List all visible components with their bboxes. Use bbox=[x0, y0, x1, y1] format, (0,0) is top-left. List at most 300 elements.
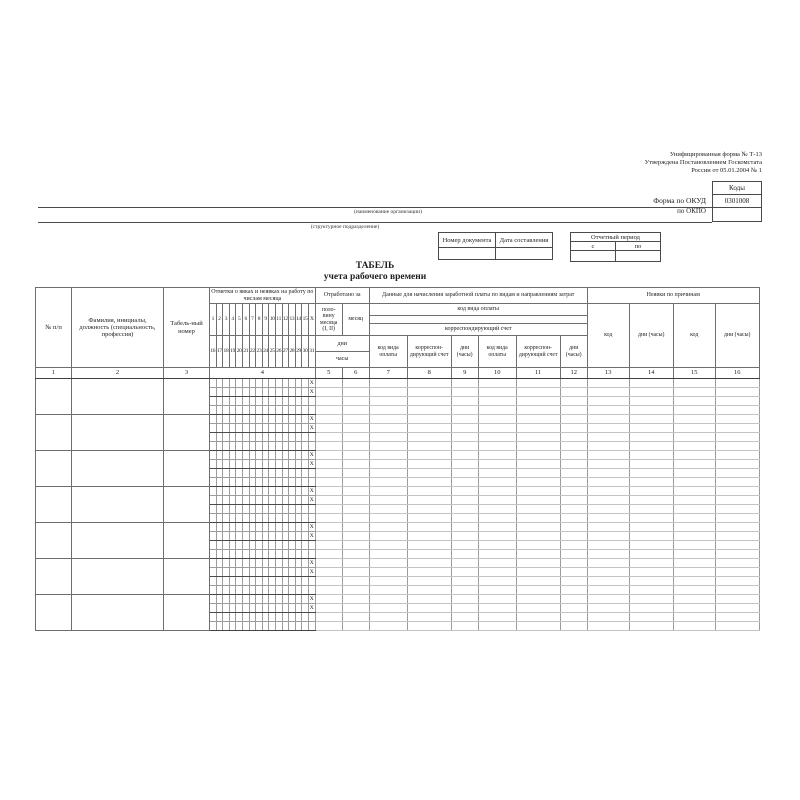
day-cell bbox=[302, 424, 309, 433]
day-number-cell: 17 bbox=[216, 336, 223, 368]
entry-cell bbox=[407, 550, 451, 559]
day-cell bbox=[236, 550, 243, 559]
day-cell bbox=[236, 532, 243, 541]
absence-code-header: код bbox=[673, 304, 715, 368]
day-cell bbox=[282, 559, 289, 568]
column-number-cell: 10 bbox=[478, 368, 516, 379]
entry-cell bbox=[587, 532, 629, 541]
day-cell bbox=[256, 604, 263, 613]
day-cell bbox=[302, 541, 309, 550]
entry-cell bbox=[715, 496, 759, 505]
day-cell bbox=[229, 613, 236, 622]
day-cell bbox=[295, 604, 302, 613]
day-number-cell: 7 bbox=[249, 304, 256, 336]
day-cell bbox=[295, 505, 302, 514]
entry-cell bbox=[516, 433, 560, 442]
entry-cell bbox=[516, 397, 560, 406]
entry-cell bbox=[516, 460, 560, 469]
day-cell bbox=[229, 379, 236, 388]
entry-cell bbox=[673, 523, 715, 532]
day-cell bbox=[236, 460, 243, 469]
day-number-cell: 6 bbox=[242, 304, 249, 336]
entry-cell bbox=[451, 478, 478, 487]
day-cell bbox=[282, 604, 289, 613]
entry-cell bbox=[587, 622, 629, 631]
pay-code-entry-strip bbox=[369, 316, 587, 324]
day-cell bbox=[242, 487, 249, 496]
day-cell bbox=[275, 604, 282, 613]
entry-cell bbox=[451, 523, 478, 532]
column-number-cell: 14 bbox=[629, 368, 673, 379]
form-title bbox=[38, 261, 712, 283]
day-cell bbox=[275, 595, 282, 604]
day-cell bbox=[229, 532, 236, 541]
day-cell bbox=[295, 568, 302, 577]
day-cell bbox=[256, 442, 263, 451]
employee-row bbox=[36, 451, 760, 460]
entry-cell bbox=[478, 505, 516, 514]
day-cell bbox=[275, 559, 282, 568]
day-cell bbox=[223, 577, 230, 586]
entry-cell bbox=[673, 577, 715, 586]
day-cell bbox=[302, 577, 309, 586]
day-cell bbox=[236, 388, 243, 397]
entry-cell bbox=[629, 442, 673, 451]
column-number-cell: 16 bbox=[715, 368, 759, 379]
absence-group-header: Неявки по причинам bbox=[587, 288, 759, 304]
entry-cell bbox=[315, 514, 342, 523]
day-cell bbox=[295, 451, 302, 460]
day-cell bbox=[216, 532, 223, 541]
entry-cell bbox=[516, 523, 560, 532]
day-cell bbox=[262, 604, 269, 613]
entry-cell bbox=[715, 595, 759, 604]
day-cell bbox=[249, 478, 256, 487]
day-cell bbox=[229, 424, 236, 433]
entry-cell bbox=[342, 523, 369, 532]
entry-cell bbox=[451, 568, 478, 577]
entry-cell bbox=[407, 577, 451, 586]
pay-group-header: Данные для начисления заработной платы по видам и направлениям затрат bbox=[369, 288, 587, 304]
day-cell bbox=[210, 613, 217, 622]
absence-days-header: дни (часы) bbox=[715, 304, 759, 368]
day-cell bbox=[308, 406, 315, 415]
day-cell bbox=[302, 550, 309, 559]
day-cell bbox=[282, 397, 289, 406]
day-cell bbox=[216, 433, 223, 442]
day-cell bbox=[229, 433, 236, 442]
entry-cell bbox=[587, 469, 629, 478]
reporting-period-table bbox=[570, 232, 661, 262]
entry-cell bbox=[629, 604, 673, 613]
x-mark-cell: X bbox=[309, 425, 314, 431]
entry-cell bbox=[560, 379, 587, 388]
entry-cell bbox=[587, 523, 629, 532]
entry-cell bbox=[407, 433, 451, 442]
day-number-cell: 20 bbox=[236, 336, 243, 368]
day-cell bbox=[308, 469, 315, 478]
organization-name-caption: (наименование организации) bbox=[354, 209, 422, 215]
employee-name-cell bbox=[72, 487, 164, 523]
day-cell bbox=[282, 550, 289, 559]
day-cell bbox=[256, 559, 263, 568]
entry-cell bbox=[560, 559, 587, 568]
day-cell bbox=[216, 424, 223, 433]
day-cell bbox=[256, 541, 263, 550]
day-cell bbox=[269, 586, 276, 595]
day-cell bbox=[295, 559, 302, 568]
x-mark-cell: X bbox=[309, 416, 314, 422]
entry-cell bbox=[315, 487, 342, 496]
day-cell bbox=[275, 451, 282, 460]
entry-cell bbox=[369, 397, 407, 406]
day-cell bbox=[229, 451, 236, 460]
entry-cell bbox=[451, 406, 478, 415]
period-from-value bbox=[571, 251, 616, 262]
entry-cell bbox=[451, 613, 478, 622]
day-cell bbox=[262, 505, 269, 514]
day-cell bbox=[282, 595, 289, 604]
entry-cell bbox=[342, 577, 369, 586]
entry-cell bbox=[478, 397, 516, 406]
absence-days-header: дни (часы) bbox=[629, 304, 673, 368]
entry-cell bbox=[629, 496, 673, 505]
period-to-value bbox=[616, 251, 661, 262]
day-cell bbox=[289, 550, 296, 559]
entry-cell bbox=[315, 478, 342, 487]
day-cell bbox=[242, 388, 249, 397]
day-cell bbox=[210, 505, 217, 514]
day-cell bbox=[282, 469, 289, 478]
entry-cell bbox=[451, 532, 478, 541]
entry-cell bbox=[629, 433, 673, 442]
entry-cell bbox=[342, 532, 369, 541]
day-cell bbox=[289, 388, 296, 397]
day-cell bbox=[308, 442, 315, 451]
entry-cell bbox=[369, 604, 407, 613]
day-cell bbox=[295, 586, 302, 595]
entry-cell bbox=[315, 532, 342, 541]
day-cell bbox=[256, 532, 263, 541]
day-cell bbox=[282, 442, 289, 451]
day-cell bbox=[308, 577, 315, 586]
entry-cell bbox=[715, 586, 759, 595]
entry-cell bbox=[715, 613, 759, 622]
row-number-header: № п/п bbox=[36, 288, 72, 368]
day-cell bbox=[289, 595, 296, 604]
day-cell bbox=[249, 514, 256, 523]
entry-cell bbox=[369, 514, 407, 523]
day-cell bbox=[275, 568, 282, 577]
employee-name-cell bbox=[72, 451, 164, 487]
day-cell bbox=[295, 613, 302, 622]
day-cell bbox=[275, 496, 282, 505]
day-cell bbox=[275, 388, 282, 397]
day-cell bbox=[249, 550, 256, 559]
half-month-header: поло-вину месяца (I, II) bbox=[315, 304, 342, 336]
entry-cell bbox=[560, 532, 587, 541]
day-number-cell: 14 bbox=[295, 304, 302, 336]
day-cell bbox=[210, 424, 217, 433]
day-cell bbox=[242, 505, 249, 514]
entry-cell bbox=[629, 487, 673, 496]
entry-cell bbox=[407, 541, 451, 550]
entry-cell bbox=[315, 595, 342, 604]
day-cell bbox=[282, 496, 289, 505]
day-cell bbox=[275, 541, 282, 550]
day-cell bbox=[275, 442, 282, 451]
entry-cell bbox=[587, 586, 629, 595]
day-cell bbox=[262, 595, 269, 604]
entry-cell bbox=[369, 379, 407, 388]
okpo-label: по ОКПО bbox=[677, 207, 706, 215]
entry-cell bbox=[478, 388, 516, 397]
document-info-table bbox=[438, 232, 553, 260]
entry-cell bbox=[673, 568, 715, 577]
entry-cell bbox=[629, 595, 673, 604]
day-cell bbox=[249, 577, 256, 586]
entry-cell bbox=[629, 478, 673, 487]
day-cell bbox=[275, 586, 282, 595]
entry-cell bbox=[560, 550, 587, 559]
day-cell bbox=[223, 523, 230, 532]
day-cell bbox=[236, 451, 243, 460]
period-to-label: по bbox=[616, 242, 661, 251]
day-cell bbox=[223, 568, 230, 577]
day-cell bbox=[242, 433, 249, 442]
day-cell bbox=[282, 406, 289, 415]
entry-cell bbox=[478, 478, 516, 487]
entry-cell bbox=[342, 604, 369, 613]
day-cell bbox=[229, 622, 236, 631]
days-hours-header: дни (часы) bbox=[560, 336, 587, 368]
x-mark-cell: X bbox=[309, 488, 314, 494]
day-cell bbox=[223, 406, 230, 415]
day-cell bbox=[223, 604, 230, 613]
day-cell bbox=[216, 415, 223, 424]
entry-cell bbox=[315, 541, 342, 550]
entry-cell bbox=[342, 379, 369, 388]
day-cell bbox=[229, 469, 236, 478]
entry-cell bbox=[478, 415, 516, 424]
entry-cell bbox=[560, 433, 587, 442]
day-cell bbox=[275, 550, 282, 559]
entry-cell bbox=[478, 496, 516, 505]
entry-cell bbox=[342, 613, 369, 622]
entry-cell bbox=[369, 442, 407, 451]
day-cell bbox=[242, 568, 249, 577]
entry-cell bbox=[516, 514, 560, 523]
day-cell bbox=[242, 469, 249, 478]
personnel-number-cell bbox=[164, 559, 210, 595]
day-cell bbox=[295, 487, 302, 496]
day-cell bbox=[275, 397, 282, 406]
entry-cell bbox=[342, 469, 369, 478]
day-cell bbox=[249, 433, 256, 442]
day-cell bbox=[223, 424, 230, 433]
day-cell bbox=[282, 415, 289, 424]
entry-cell bbox=[560, 388, 587, 397]
entry-cell bbox=[516, 532, 560, 541]
day-cell bbox=[295, 460, 302, 469]
day-cell bbox=[242, 496, 249, 505]
entry-cell bbox=[587, 541, 629, 550]
day-cell bbox=[210, 595, 217, 604]
entry-cell bbox=[516, 388, 560, 397]
entry-cell bbox=[629, 622, 673, 631]
day-cell bbox=[262, 577, 269, 586]
day-cell bbox=[282, 586, 289, 595]
day-cell bbox=[223, 379, 230, 388]
day-cell bbox=[302, 433, 309, 442]
pay-account-header: корреспон-дирующий счет bbox=[516, 336, 560, 368]
day-cell bbox=[262, 406, 269, 415]
day-cell bbox=[295, 397, 302, 406]
entry-cell bbox=[715, 523, 759, 532]
day-cell bbox=[256, 388, 263, 397]
day-cell bbox=[295, 595, 302, 604]
entry-cell bbox=[315, 451, 342, 460]
day-cell bbox=[249, 496, 256, 505]
entry-cell bbox=[478, 442, 516, 451]
day-cell bbox=[289, 568, 296, 577]
entry-cell bbox=[715, 388, 759, 397]
day-cell bbox=[262, 379, 269, 388]
day-cell bbox=[269, 487, 276, 496]
entry-cell bbox=[369, 622, 407, 631]
entry-cell bbox=[629, 406, 673, 415]
entry-cell bbox=[369, 613, 407, 622]
day-cell bbox=[242, 451, 249, 460]
codes-title: Коды bbox=[713, 182, 761, 195]
absence-code-header: код bbox=[587, 304, 629, 368]
day-cell bbox=[308, 541, 315, 550]
entry-cell bbox=[369, 568, 407, 577]
day-cell bbox=[269, 397, 276, 406]
entry-cell bbox=[516, 451, 560, 460]
day-cell bbox=[229, 568, 236, 577]
day-number-cell: 31 bbox=[308, 336, 315, 368]
day-cell bbox=[262, 586, 269, 595]
entry-cell bbox=[315, 604, 342, 613]
entry-cell bbox=[673, 622, 715, 631]
day-cell bbox=[256, 568, 263, 577]
entry-cell bbox=[478, 379, 516, 388]
day-cell bbox=[242, 613, 249, 622]
entry-cell bbox=[451, 595, 478, 604]
day-cell bbox=[269, 541, 276, 550]
entry-cell bbox=[407, 478, 451, 487]
x-mark-cell: X bbox=[309, 461, 314, 467]
day-cell bbox=[295, 622, 302, 631]
entry-cell bbox=[315, 433, 342, 442]
day-cell bbox=[236, 415, 243, 424]
day-cell bbox=[295, 496, 302, 505]
day-cell bbox=[256, 496, 263, 505]
day-number-cell: 13 bbox=[289, 304, 296, 336]
entry-cell bbox=[516, 604, 560, 613]
column-number-cell: 2 bbox=[72, 368, 164, 379]
day-number-cell: 11 bbox=[275, 304, 282, 336]
day-cell bbox=[249, 622, 256, 631]
day-number-cell: 30 bbox=[302, 336, 309, 368]
day-cell bbox=[223, 559, 230, 568]
entry-cell bbox=[673, 433, 715, 442]
day-cell bbox=[256, 478, 263, 487]
entry-cell bbox=[407, 496, 451, 505]
day-cell bbox=[302, 559, 309, 568]
day-number-cell: 21 bbox=[242, 336, 249, 368]
entry-cell bbox=[315, 415, 342, 424]
day-cell bbox=[216, 442, 223, 451]
employee-name-cell bbox=[72, 559, 164, 595]
entry-cell bbox=[407, 388, 451, 397]
entry-cell bbox=[315, 523, 342, 532]
day-cell bbox=[256, 415, 263, 424]
day-cell bbox=[262, 532, 269, 541]
entry-cell bbox=[478, 514, 516, 523]
day-cell bbox=[223, 541, 230, 550]
day-cell bbox=[249, 442, 256, 451]
day-cell bbox=[236, 496, 243, 505]
day-cell bbox=[282, 622, 289, 631]
day-cell bbox=[289, 442, 296, 451]
day-cell bbox=[236, 478, 243, 487]
entry-cell bbox=[560, 496, 587, 505]
day-cell bbox=[269, 613, 276, 622]
entry-cell bbox=[342, 514, 369, 523]
entry-cell bbox=[451, 496, 478, 505]
entry-cell bbox=[369, 406, 407, 415]
entry-cell bbox=[673, 586, 715, 595]
entry-cell bbox=[673, 442, 715, 451]
day-cell bbox=[242, 586, 249, 595]
form-approval-line: Унифицированная форма № Т-13 bbox=[669, 151, 762, 158]
entry-cell bbox=[369, 388, 407, 397]
day-cell bbox=[302, 532, 309, 541]
entry-cell bbox=[315, 568, 342, 577]
day-cell bbox=[249, 586, 256, 595]
day-cell bbox=[302, 397, 309, 406]
entry-cell bbox=[516, 379, 560, 388]
entry-cell bbox=[315, 622, 342, 631]
entry-cell bbox=[587, 406, 629, 415]
day-cell bbox=[295, 424, 302, 433]
entry-cell bbox=[407, 442, 451, 451]
entry-cell bbox=[315, 424, 342, 433]
day-cell bbox=[223, 613, 230, 622]
day-cell bbox=[242, 577, 249, 586]
day-cell bbox=[269, 388, 276, 397]
entry-cell bbox=[516, 586, 560, 595]
day-cell bbox=[236, 397, 243, 406]
day-cell bbox=[282, 478, 289, 487]
reporting-period-title: Отчетный период bbox=[571, 233, 661, 242]
entry-cell bbox=[478, 424, 516, 433]
day-cell bbox=[236, 406, 243, 415]
day-cell bbox=[223, 397, 230, 406]
day-cell bbox=[262, 478, 269, 487]
day-number-cell: 29 bbox=[295, 336, 302, 368]
day-cell bbox=[229, 496, 236, 505]
day-cell bbox=[282, 613, 289, 622]
pay-code-header: код вида оплаты bbox=[478, 336, 516, 368]
entry-cell bbox=[673, 613, 715, 622]
entry-cell bbox=[516, 505, 560, 514]
day-cell bbox=[236, 424, 243, 433]
day-cell bbox=[216, 595, 223, 604]
day-cell bbox=[210, 406, 217, 415]
